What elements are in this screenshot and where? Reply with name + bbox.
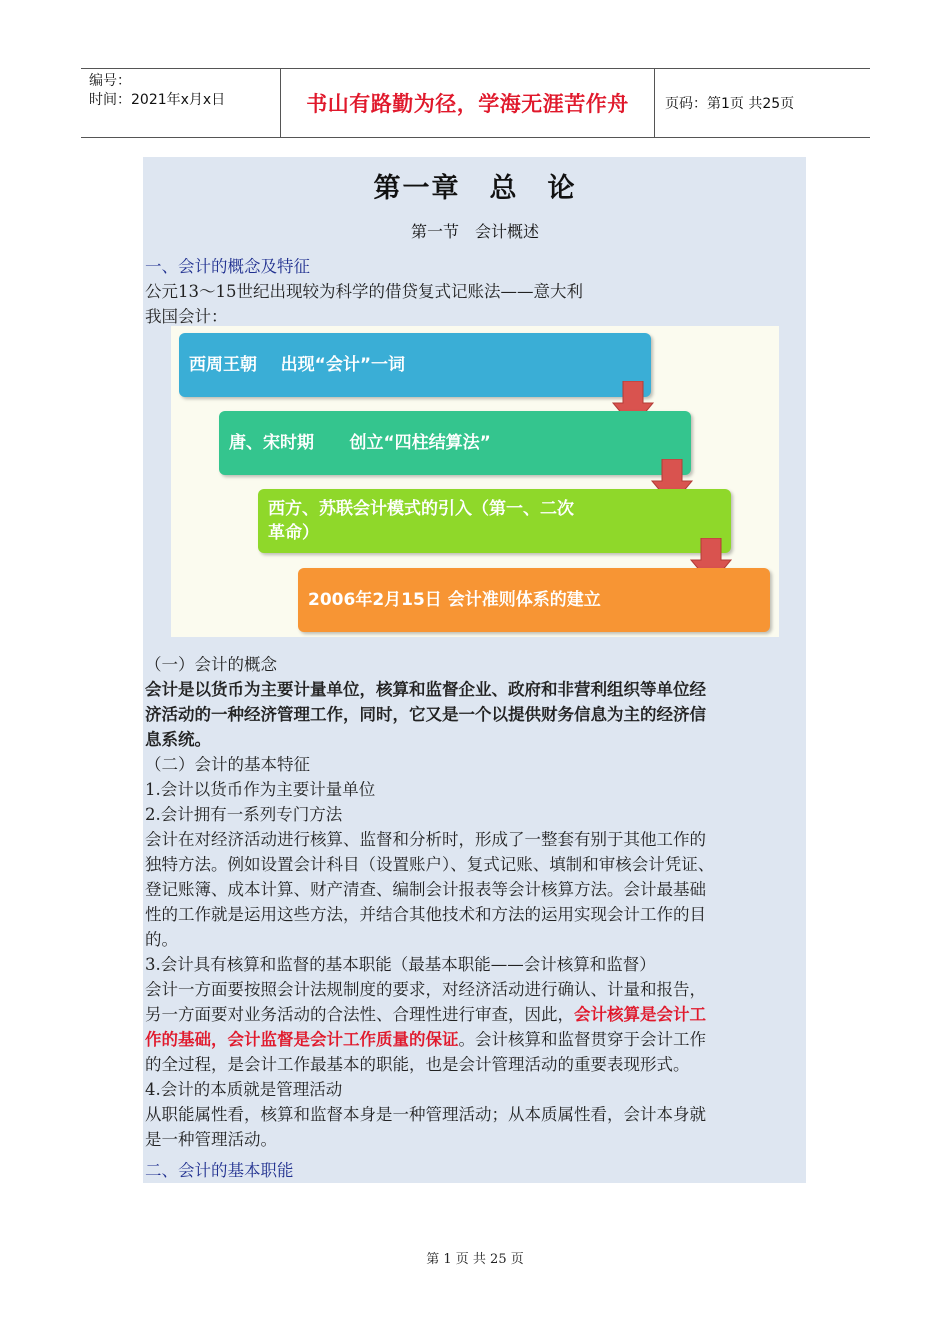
paragraph-line (145, 1027, 807, 1052)
highlight-text: 作的基础，会计监督是会计工作质量的保证 (145, 1030, 459, 1049)
document-number-label: 编号： (89, 73, 131, 89)
diagram-step-3-label-line-1: 西方、苏联会计模式的引入（第一、二次 (268, 499, 574, 519)
diagram-step-2 (219, 411, 691, 475)
document-date-label: 时间：2021年x月x日 (89, 92, 226, 108)
features-heading: （二）会计的基本特征 (145, 755, 310, 774)
feature-3-paragraph (145, 977, 807, 1077)
concept-definition-line: 济活动的一种经济管理工作，同时，它又是一个以提供财务信息为主的经济信 (145, 705, 706, 724)
feature-4-paragraph (145, 1102, 807, 1152)
concept-definition (145, 677, 807, 752)
feature-2: 2.会计拥有一系列专门方法 (145, 805, 343, 824)
history-diagram (171, 326, 779, 637)
diagram-step-3-label-line-2: 革命） (268, 523, 319, 543)
paragraph-text: 。会计核算和监督贯穿于会计工作 (458, 1030, 706, 1049)
concept-definition-line: 会计是以货币为主要计量单位，核算和监督企业、政府和非营利组织等单位经 (145, 680, 706, 699)
paragraph-line: 性的工作就是运用这些方法，并结合其他技术和方法的运用实现会计工作的目 (145, 905, 706, 924)
diagram-step-1-label: 西周王朝 出现“会计”一词 (189, 355, 406, 375)
page-header (81, 68, 870, 138)
diagram-step-3 (258, 489, 731, 553)
concept-heading: （一）会计的概念 (145, 655, 277, 674)
highlight-text: 会计核算是会计工 (574, 1005, 706, 1024)
paragraph-line: 的。 (145, 930, 178, 949)
header-motto: 书山有路勤为径，学海无涯苦作舟 (281, 69, 655, 137)
paragraph-line: 是一种管理活动。 (145, 1130, 277, 1149)
intro-line-1: 公元13～15世纪出现较为科学的借贷复式记账法——意大利 (145, 282, 583, 301)
paragraph-line: 从职能属性看，核算和监督本身是一种管理活动；从本质属性看，会计本身就 (145, 1105, 706, 1124)
intro-line-2: 我国会计： (145, 307, 228, 326)
paragraph-line: 会计一方面要按照会计法规制度的要求，对经济活动进行确认、计量和报告， (145, 980, 706, 999)
diagram-step-1 (179, 333, 651, 397)
feature-1: 1.会计以货币作为主要计量单位 (145, 780, 376, 799)
section-title: 第一节 会计概述 (410, 222, 539, 241)
feature-3: 3.会计具有核算和监督的基本职能（最基本职能——会计核算和监督） (145, 955, 656, 974)
diagram-step-2-label: 唐、宋时期 创立“四柱结算法” (229, 433, 491, 453)
paragraph-line: 会计在对经济活动进行核算、监督和分析时，形成了一整套有别于其他工作的 (145, 830, 706, 849)
paragraph-text: 另一方面要对业务活动的合法性、合理性进行审查，因此， (145, 1005, 574, 1024)
paragraph-line: 登记账簿、成本计算、财产清查、编制会计报表等会计核算方法。会计最基础 (145, 880, 706, 899)
diagram-step-4-label: 2006年2月15日 会计准则体系的建立 (308, 590, 601, 610)
header-page-info: 页码：第1页 共25页 (665, 96, 795, 112)
feature-2-paragraph (145, 827, 807, 952)
heading-concept-features: 一、会计的概念及特征 (145, 257, 310, 276)
heading-basic-functions: 二、会计的基本职能 (145, 1161, 294, 1180)
chapter-title: 第一章 总 论 (373, 173, 577, 204)
concept-definition-line: 息系统。 (145, 730, 211, 749)
paragraph-line: 独特方法。例如设置会计科目（设置账户）、复式记账、填制和审核会计凭证、 (145, 855, 715, 874)
header-meta (81, 69, 281, 137)
paragraph-line (145, 1002, 807, 1027)
feature-4: 4.会计的本质就是管理活动 (145, 1080, 343, 1099)
page-footer: 第 1 页 共 25 页 (426, 1252, 524, 1267)
diagram-step-4 (298, 568, 770, 632)
paragraph-line: 的全过程，是会计工作最基本的职能，也是会计管理活动的重要表现形式。 (145, 1055, 690, 1074)
